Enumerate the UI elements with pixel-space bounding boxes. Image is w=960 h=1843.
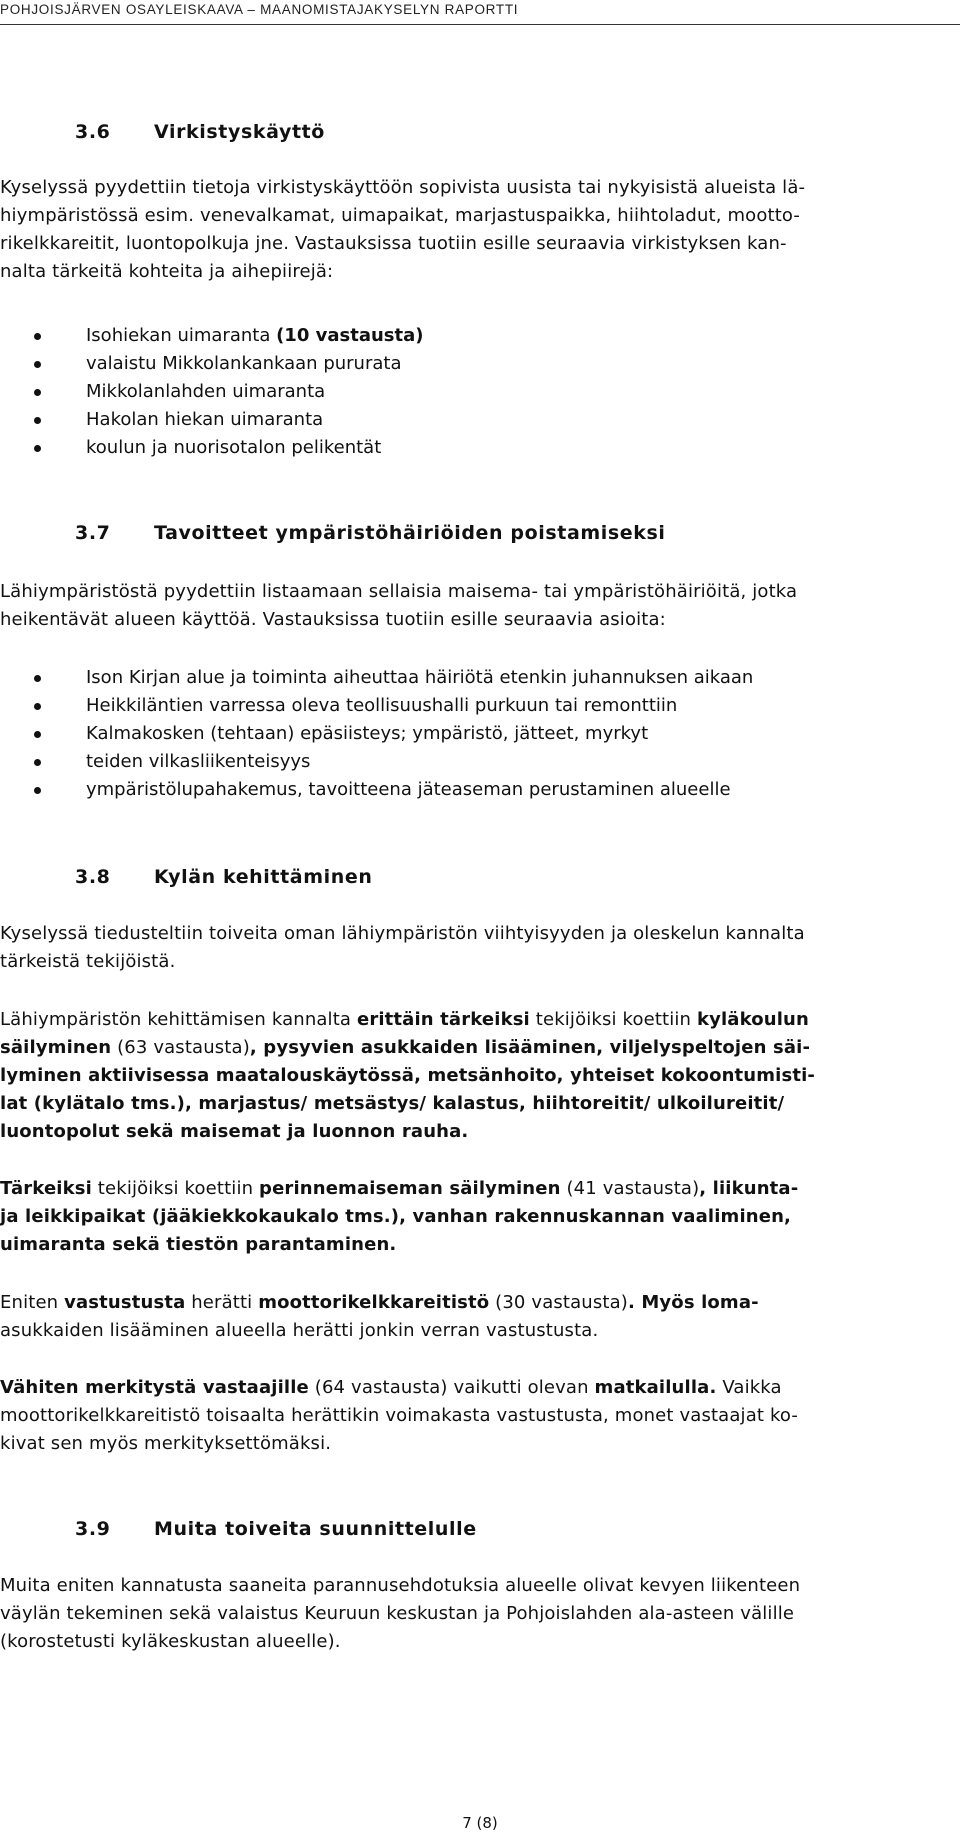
paragraph xyxy=(0,1006,955,1146)
text-line: Eniten vastustusta herätti moottorikelkkareitistö (30 vastausta). Myös loma- xyxy=(0,1292,759,1313)
bullet-icon xyxy=(34,417,41,424)
text-line: kivat sen myös merkityksettömäksi. xyxy=(0,1433,332,1454)
text-line: lat (kylätalo tms.), marjastus/ metsästys/ kalastus, hiihtoreitit/ ulkoilureitit/ xyxy=(0,1093,785,1114)
bullet-icon xyxy=(34,675,41,682)
bullet-icon xyxy=(34,703,41,710)
section-title: Kylän kehittäminen xyxy=(154,866,373,888)
section-number: 3.9 xyxy=(75,1518,111,1540)
text-line: Lähiympäristön kehittämisen kannalta erittäin tärkeiksi tekijöiksi koettiin kyläkoulun xyxy=(0,1009,809,1030)
text-line: Tärkeiksi tekijöiksi koettiin perinnemaiseman säilyminen (41 vastausta), liikunta- xyxy=(0,1178,799,1199)
text-line: (korostetusti kyläkeskustan alueelle). xyxy=(0,1631,341,1652)
paragraph xyxy=(0,1572,955,1656)
section-heading-3-6 xyxy=(75,121,325,143)
text-line: hiympäristössä esim. venevalkamat, uimapaikat, marjastuspaikka, hiihtoladut, mootto- xyxy=(0,205,801,226)
list-item: teiden vilkasliikenteisyys xyxy=(0,748,753,776)
bullet-icon xyxy=(34,361,41,368)
section-title: Virkistyskäyttö xyxy=(154,121,325,143)
list-item: Ison Kirjan alue ja toiminta aiheuttaa häiriötä etenkin juhannuksen aikaan xyxy=(0,664,753,692)
text-line: rikelkkareitit, luontopolkuja jne. Vastauksissa tuotiin esille seuraavia virkistyksen kan- xyxy=(0,233,787,254)
list-item: Isohiekan uimaranta (10 vastausta) xyxy=(0,322,423,350)
section-heading-3-9 xyxy=(75,1518,477,1540)
text-line: Kyselyssä pyydettiin tietoja virkistyskäyttöön sopivista uusista tai nykyisistä alueista lä- xyxy=(0,177,806,198)
bullet-icon xyxy=(34,389,41,396)
paragraph xyxy=(0,1374,955,1458)
paragraph xyxy=(0,1289,955,1345)
header-divider xyxy=(0,24,960,25)
section-number: 3.6 xyxy=(75,121,111,143)
text-line: lyminen aktiivisessa maatalouskäytössä, metsänhoito, yhteiset kokoontumisti- xyxy=(0,1065,816,1086)
text-line: väylän tekeminen sekä valaistus Keuruun keskustan ja Pohjoislahden ala-asteen välille xyxy=(0,1603,795,1624)
text-line: ja leikkipaikat (jääkiekkokaukalo tms.), vanhan rakennuskannan vaaliminen, xyxy=(0,1206,792,1227)
bullet-icon xyxy=(34,445,41,452)
text-line: asukkaiden lisääminen alueella herätti jonkin verran vastustusta. xyxy=(0,1320,599,1341)
bullet-icon xyxy=(34,759,41,766)
text-line: luontopolut sekä maisemat ja luonnon rauha. xyxy=(0,1121,469,1142)
paragraph xyxy=(0,174,955,286)
section-heading-3-7 xyxy=(75,522,666,544)
page-number: 7 (8) xyxy=(462,1814,498,1832)
text-line: Kyselyssä tiedusteltiin toiveita oman lähiympäristön viihtyisyyden ja oleskelun kannalta xyxy=(0,923,805,944)
paragraph xyxy=(0,1175,955,1259)
bullet-icon xyxy=(34,333,41,340)
paragraph xyxy=(0,578,955,634)
section-title: Muita toiveita suunnittelulle xyxy=(154,1518,477,1540)
bullet-list xyxy=(0,322,423,462)
text-line: säilyminen (63 vastausta), pysyvien asukkaiden lisääminen, viljelyspeltojen säi- xyxy=(0,1037,811,1058)
section-number: 3.7 xyxy=(75,522,111,544)
text-line: Muita eniten kannatusta saaneita parannusehdotuksia alueelle olivat kevyen liikenteen xyxy=(0,1575,801,1596)
bullet-list xyxy=(0,664,753,804)
text-line: tärkeistä tekijöistä. xyxy=(0,951,176,972)
list-item: koulun ja nuorisotalon pelikentät xyxy=(0,434,423,462)
list-item: Mikkolanlahden uimaranta xyxy=(0,378,423,406)
list-item: valaistu Mikkolankankaan pururata xyxy=(0,350,423,378)
bullet-icon xyxy=(34,731,41,738)
text-line: Lähiympäristöstä pyydettiin listaamaan sellaisia maisema- tai ympäristöhäiriöitä, jotka xyxy=(0,581,798,602)
section-title: Tavoitteet ympäristöhäiriöiden poistamiseksi xyxy=(154,522,666,544)
text-line: moottorikelkkareitistö toisaalta herättikin voimakasta vastustusta, monet vastaajat ko- xyxy=(0,1405,799,1426)
text-line: uimaranta sekä tiestön parantaminen. xyxy=(0,1234,397,1255)
list-item: Heikkiläntien varressa oleva teollisuushalli purkuun tai remonttiin xyxy=(0,692,753,720)
text-line: heikentävät alueen käyttöä. Vastauksissa tuotiin esille seuraavia asioita: xyxy=(0,609,666,630)
text-line: nalta tärkeitä kohteita ja aihepiirejä: xyxy=(0,261,334,282)
section-number: 3.8 xyxy=(75,866,111,888)
text-line: Vähiten merkitystä vastaajille (64 vastausta) vaikutti olevan matkailulla. Vaikka xyxy=(0,1377,782,1398)
section-heading-3-8 xyxy=(75,866,372,888)
paragraph xyxy=(0,920,955,976)
list-item: Kalmakosken (tehtaan) epäsiisteys; ympäristö, jätteet, myrkyt xyxy=(0,720,753,748)
list-item: ympäristölupahakemus, tavoitteena jäteaseman perustaminen alueelle xyxy=(0,776,753,804)
bullet-icon xyxy=(34,787,41,794)
list-item: Hakolan hiekan uimaranta xyxy=(0,406,423,434)
running-header: POHJOISJÄRVEN OSAYLEISKAAVA – MAANOMISTAJAKYSELYN RAPORTTI xyxy=(0,2,519,17)
